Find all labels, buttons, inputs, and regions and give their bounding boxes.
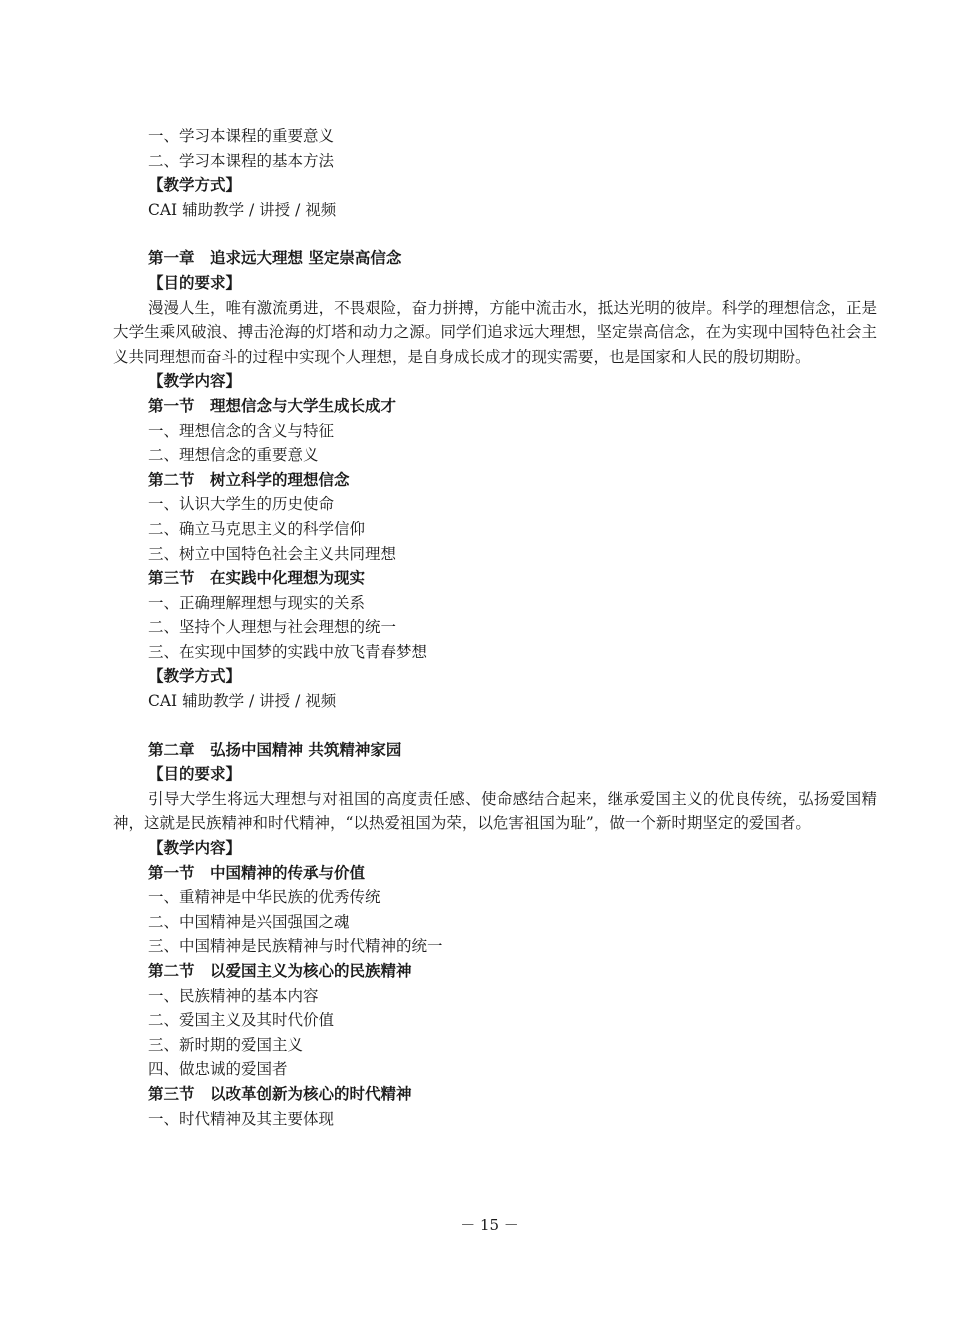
ch1-section-1-title: 第一节 理想信念与大学生成长成才 xyxy=(148,395,397,415)
list-item: 二、理想信念的重要意义 xyxy=(148,446,319,465)
ch1-section-3-title: 第三节 在实践中化理想为现实 xyxy=(148,568,366,588)
intro-item: 一、学习本课程的重要意义 xyxy=(148,127,335,145)
section-label-method: 【教学方式】 xyxy=(148,175,242,195)
chapter-2-title: 第二章 弘扬中国精神 共筑精神家园 xyxy=(148,739,402,759)
list-item: 一、认识大学生的历史使命 xyxy=(148,495,335,514)
section-label-content: 【教学内容】 xyxy=(148,371,242,391)
list-item: 四、做忠诚的爱国者 xyxy=(148,1060,288,1079)
list-item: 一、正确理解理想与现实的关系 xyxy=(148,593,366,612)
list-item: 二、确立马克思主义的科学信仰 xyxy=(148,519,366,538)
chapter-1-goal-paragraph: 漫漫人生，唯有激流勇进，不畏艰险，奋力拼搏，方能中流击水，抵达光明的彼岸。科学的理想信念，正是大学生乘风破浪、搏击沧海的灯塔和动力之源。同学们追求远大理想，坚定崇高信念，在为实现中国特色社会主义共同理想而奋斗的过程中实现个人理想，是自身成长成才的现实需要，也是国家和人民的殷切期盼。 xyxy=(113,298,877,366)
list-item: 二、坚持个人理想与社会理想的统一 xyxy=(148,618,397,637)
page-number: － 15 － xyxy=(460,1216,519,1234)
list-item: 二、中国精神是兴国强国之魂 xyxy=(148,912,350,931)
section-label-goal: 【目的要求】 xyxy=(148,272,242,292)
section-label-content: 【教学内容】 xyxy=(148,838,242,858)
list-item: 一、时代精神及其主要体现 xyxy=(148,1109,335,1128)
ch1-section-2-title: 第二节 树立科学的理想信念 xyxy=(148,469,350,489)
list-item: 三、新时期的爱国主义 xyxy=(148,1035,304,1054)
method-text: CAI 辅助教学 / 讲授 / 视频 xyxy=(148,692,337,711)
page-content xyxy=(113,124,877,1131)
list-item: 三、在实现中国梦的实践中放飞青春梦想 xyxy=(148,642,428,661)
method-text: CAI 辅助教学 / 讲授 / 视频 xyxy=(148,200,337,219)
section-label-goal: 【目的要求】 xyxy=(148,764,242,784)
list-item: 一、理想信念的含义与特征 xyxy=(148,421,335,440)
chapter-1-title: 第一章 追求远大理想 坚定崇高信念 xyxy=(148,248,402,268)
intro-item: 二、学习本课程的基本方法 xyxy=(148,151,335,170)
section-label-method: 【教学方式】 xyxy=(148,666,242,686)
list-item: 一、重精神是中华民族的优秀传统 xyxy=(148,888,381,907)
list-item: 三、树立中国特色社会主义共同理想 xyxy=(148,544,397,563)
ch2-section-3-title: 第三节 以改革创新为核心的时代精神 xyxy=(148,1083,412,1103)
chapter-2-goal-paragraph: 引导大学生将远大理想与对祖国的高度责任感、使命感结合起来，继承爱国主义的优良传统，弘扬爱国精神，这就是民族精神和时代精神，“以热爱祖国为荣，以危害祖国为耻”，做一个新时期坚定的爱国者。 xyxy=(113,789,877,833)
list-item: 二、爱国主义及其时代价值 xyxy=(148,1011,335,1030)
ch2-section-2-title: 第二节 以爱国主义为核心的民族精神 xyxy=(148,961,412,980)
list-item: 三、中国精神是民族精神与时代精神的统一 xyxy=(148,937,443,956)
ch2-section-1-title: 第一节 中国精神的传承与价值 xyxy=(148,862,366,882)
list-item: 一、民族精神的基本内容 xyxy=(148,986,319,1005)
